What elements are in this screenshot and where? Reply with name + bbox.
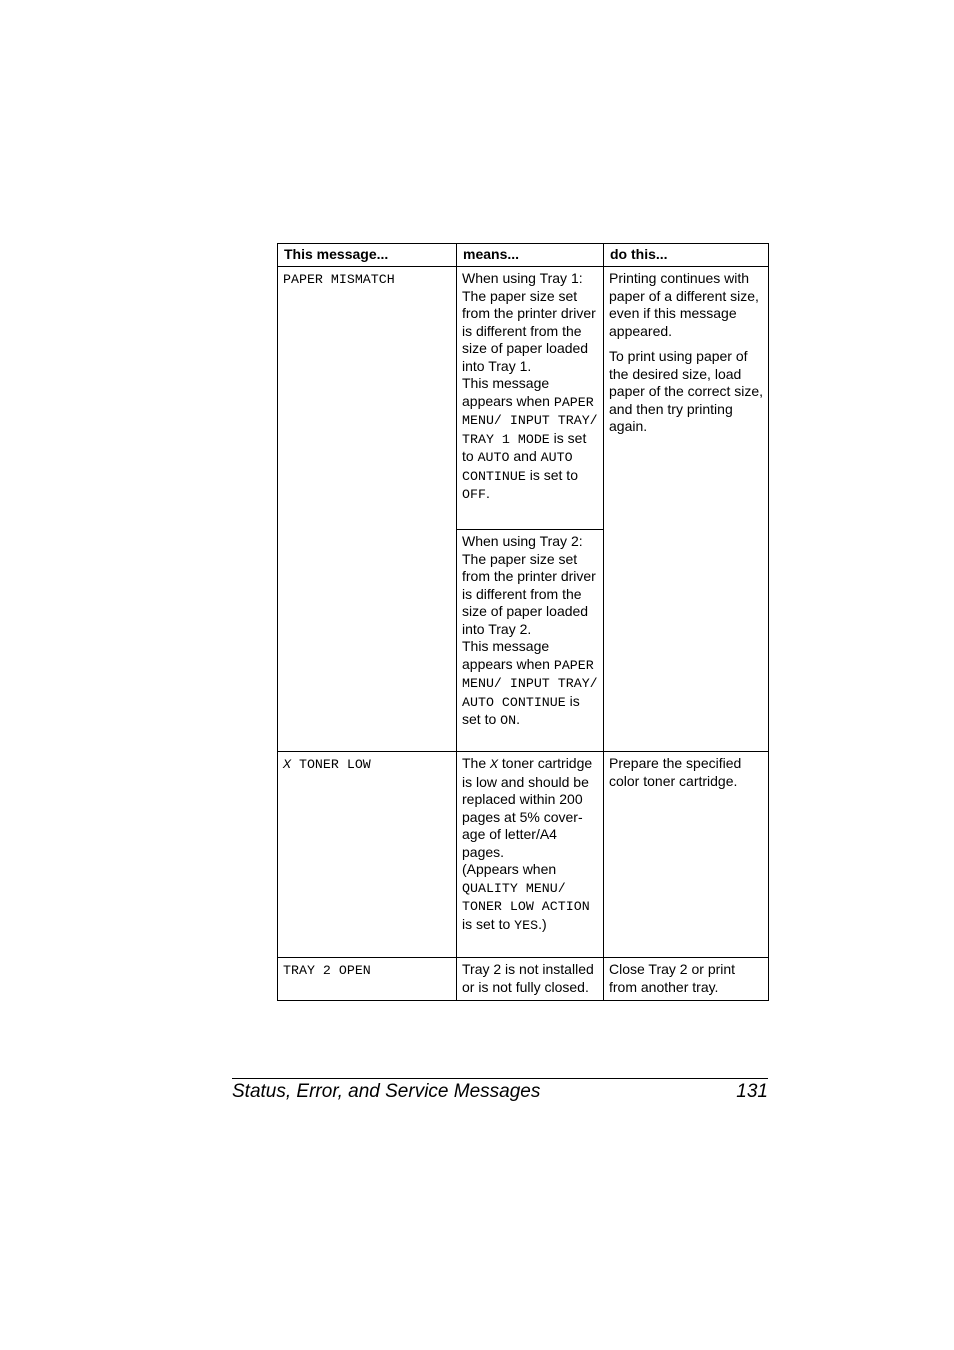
- menu-path-code: QUALITY MENU/ TONER LOW ACTION: [462, 880, 590, 914]
- setting-code: AUTO: [477, 450, 510, 465]
- means-toner-low: [457, 752, 604, 958]
- setting-code: OFF: [462, 487, 486, 502]
- message-tray2-open: [278, 958, 457, 1001]
- table-row: [278, 267, 769, 530]
- message-paper-mismatch: [278, 267, 457, 752]
- means-text: Tray 2 is not installed or is not fully closed.: [462, 961, 594, 995]
- means-text: is set to: [462, 692, 580, 727]
- menu-path-code: PAPER MENU/ INPUT TRAY/ AUTO CONTINUE: [462, 657, 598, 710]
- setting-code: AUTO CONTINUE: [462, 450, 573, 484]
- means-text: is set to: [525, 466, 578, 483]
- means-text: .): [538, 915, 547, 932]
- header-message: This message...: [278, 244, 457, 267]
- setting-code: ON: [500, 713, 517, 728]
- action-text: Printing continues with paper of a different size, even if this message appeared.: [609, 270, 759, 339]
- setting-code: YES: [514, 917, 539, 933]
- header-do-this: do this...: [604, 244, 769, 267]
- means-text: and: [509, 448, 541, 464]
- message-code: TONER LOW: [290, 757, 371, 772]
- message-toner-low: [278, 752, 457, 958]
- table-row: [278, 752, 769, 958]
- means-text: This message appears when: [462, 638, 550, 672]
- means-text: (Appears when: [462, 861, 557, 877]
- action-toner-low: [604, 752, 769, 958]
- message-code: TRAY 2 OPEN: [283, 963, 371, 978]
- footer-title: Status, Error, and Service Messages: [232, 1081, 541, 1102]
- means-text: The: [462, 755, 491, 771]
- menu-path-code: PAPER MENU/ INPUT TRAY/ TRAY 1 MODE: [462, 394, 598, 447]
- means-tray2: [457, 530, 604, 752]
- header-means: means...: [457, 244, 604, 267]
- footer-divider: [232, 1078, 768, 1079]
- table-row: [278, 958, 769, 1001]
- means-variable: X: [490, 757, 498, 772]
- messages-table: [277, 243, 769, 1001]
- means-tray2-open: [457, 958, 604, 1001]
- table-header-row: [278, 244, 769, 267]
- means-text: .: [485, 485, 490, 501]
- means-text: is set to: [462, 429, 587, 464]
- page-number: 131: [736, 1081, 768, 1102]
- action-paper-mismatch: [604, 267, 769, 752]
- message-code: PAPER MISMATCH: [283, 272, 395, 287]
- means-text: When using Tray 1: The paper size set from the printer driver is different from the size of paper loaded into Tray 1.: [462, 270, 596, 374]
- message-variable: X: [283, 757, 291, 772]
- means-text: .: [516, 711, 520, 727]
- means-text: is set to: [462, 915, 515, 932]
- action-text: Close Tray 2 or print from another tray.: [609, 961, 736, 995]
- means-text: toner cartridge is low and should be replaced within 200 pages at 5% cover-age of letter/A4 pages.: [462, 755, 593, 860]
- action-text: To print using paper of the desired size, load paper of the correct size, and then try printing again.: [609, 348, 764, 434]
- means-text: When using Tray 2: The paper size set from the printer driver is different from the size of paper loaded into Tray 2.: [462, 533, 596, 637]
- means-text: This message appears when: [462, 375, 550, 409]
- action-text: Prepare the specified color toner cartridge.: [609, 755, 742, 789]
- means-tray1: [457, 267, 604, 530]
- action-tray2-open: [604, 958, 769, 1001]
